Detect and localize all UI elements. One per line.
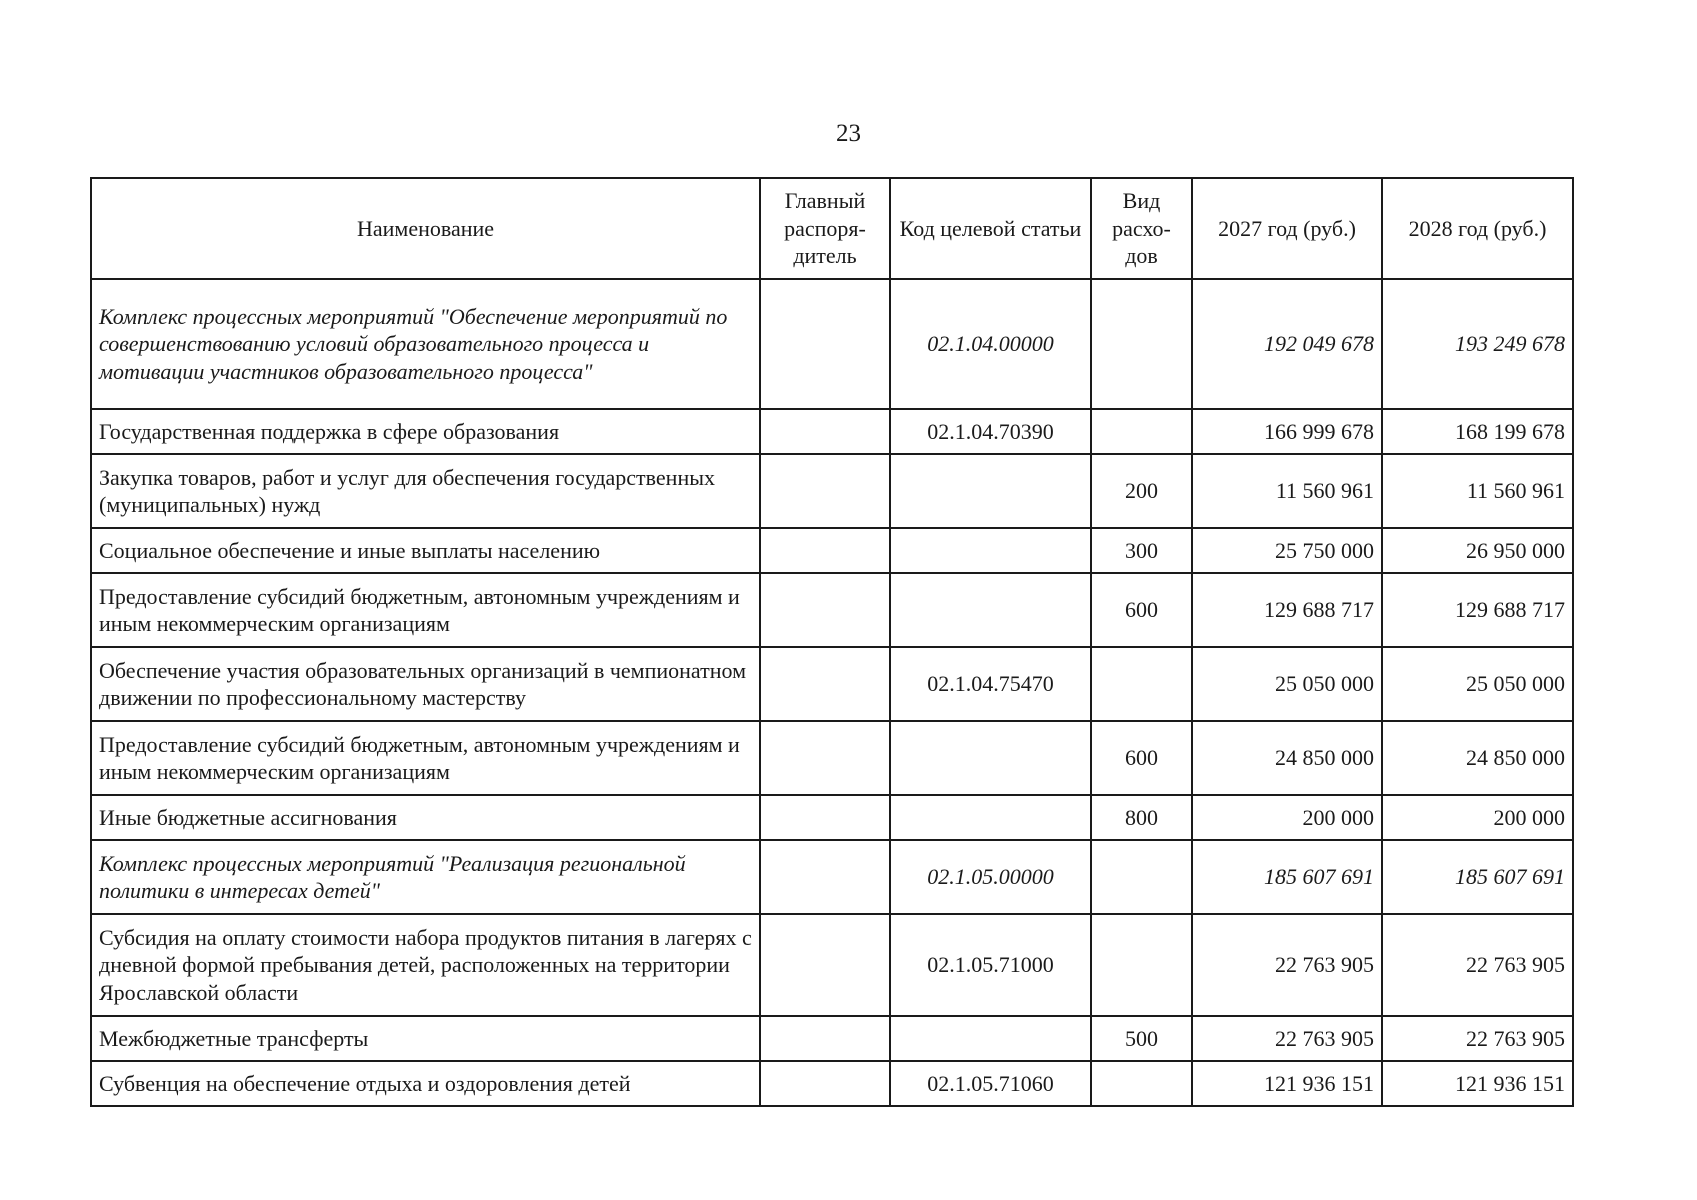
cell-2027: 129 688 717 xyxy=(1192,573,1382,647)
cell-code xyxy=(890,454,1091,528)
cell-code: 02.1.04.70390 xyxy=(890,409,1091,454)
cell-2027: 22 763 905 xyxy=(1192,914,1382,1016)
cell-2027: 22 763 905 xyxy=(1192,1016,1382,1061)
table-row xyxy=(91,454,1573,528)
header-code: Код целевой статьи xyxy=(890,178,1091,279)
cell-2028: 193 249 678 xyxy=(1382,279,1573,409)
cell-2027: 121 936 151 xyxy=(1192,1061,1382,1106)
table-header-row xyxy=(91,178,1573,279)
cell-2028: 121 936 151 xyxy=(1382,1061,1573,1106)
cell-2028: 22 763 905 xyxy=(1382,1016,1573,1061)
cell-name: Государственная поддержка в сфере образования xyxy=(91,409,760,454)
cell-kind xyxy=(1091,647,1192,721)
table-row xyxy=(91,914,1573,1016)
cell-2028: 11 560 961 xyxy=(1382,454,1573,528)
cell-kind: 600 xyxy=(1091,721,1192,795)
cell-manager xyxy=(760,573,890,647)
table-row xyxy=(91,721,1573,795)
cell-code: 02.1.05.71060 xyxy=(890,1061,1091,1106)
cell-2028: 129 688 717 xyxy=(1382,573,1573,647)
cell-name: Предоставление субсидий бюджетным, автономным учреждениям и иным некоммерческим организациям xyxy=(91,573,760,647)
cell-kind: 300 xyxy=(1091,528,1192,573)
cell-manager xyxy=(760,840,890,914)
header-2027: 2027 год (руб.) xyxy=(1192,178,1382,279)
header-2028: 2028 год (руб.) xyxy=(1382,178,1573,279)
cell-2028: 26 950 000 xyxy=(1382,528,1573,573)
table-row xyxy=(91,409,1573,454)
cell-kind xyxy=(1091,409,1192,454)
cell-2028: 168 199 678 xyxy=(1382,409,1573,454)
cell-code: 02.1.05.71000 xyxy=(890,914,1091,1016)
cell-name: Субвенция на обеспечение отдыха и оздоровления детей xyxy=(91,1061,760,1106)
cell-manager xyxy=(760,647,890,721)
table-row xyxy=(91,1016,1573,1061)
cell-code xyxy=(890,795,1091,840)
cell-2028: 22 763 905 xyxy=(1382,914,1573,1016)
cell-name: Иные бюджетные ассигнования xyxy=(91,795,760,840)
budget-table xyxy=(90,177,1574,1107)
cell-kind: 600 xyxy=(1091,573,1192,647)
cell-code: 02.1.04.00000 xyxy=(890,279,1091,409)
cell-kind: 500 xyxy=(1091,1016,1192,1061)
cell-2027: 192 049 678 xyxy=(1192,279,1382,409)
cell-name: Закупка товаров, работ и услуг для обеспечения государственных (муниципальных) нужд xyxy=(91,454,760,528)
table-row xyxy=(91,647,1573,721)
cell-kind xyxy=(1091,1061,1192,1106)
cell-2028: 24 850 000 xyxy=(1382,721,1573,795)
cell-manager xyxy=(760,528,890,573)
cell-manager xyxy=(760,279,890,409)
cell-2027: 25 750 000 xyxy=(1192,528,1382,573)
cell-code xyxy=(890,721,1091,795)
cell-name: Предоставление субсидий бюджетным, автономным учреждениям и иным некоммерческим организациям xyxy=(91,721,760,795)
cell-manager xyxy=(760,409,890,454)
cell-kind: 200 xyxy=(1091,454,1192,528)
cell-2028: 25 050 000 xyxy=(1382,647,1573,721)
cell-kind xyxy=(1091,840,1192,914)
table-row xyxy=(91,528,1573,573)
cell-name: Комплекс процессных мероприятий "Реализация региональной политики в интересах детей" xyxy=(91,840,760,914)
cell-manager xyxy=(760,1061,890,1106)
cell-2028: 185 607 691 xyxy=(1382,840,1573,914)
cell-manager xyxy=(760,795,890,840)
cell-manager xyxy=(760,721,890,795)
cell-kind xyxy=(1091,914,1192,1016)
page-number: 23 xyxy=(836,120,861,147)
cell-code xyxy=(890,1016,1091,1061)
cell-2027: 11 560 961 xyxy=(1192,454,1382,528)
cell-code: 02.1.04.75470 xyxy=(890,647,1091,721)
cell-name: Социальное обеспечение и иные выплаты населению xyxy=(91,528,760,573)
cell-name: Комплекс процессных мероприятий "Обеспечение мероприятий по совершенствованию условий образовательного процесса и мотивации участников образовательного процесса" xyxy=(91,279,760,409)
cell-2027: 166 999 678 xyxy=(1192,409,1382,454)
cell-name: Межбюджетные трансферты xyxy=(91,1016,760,1061)
header-manager: Главный распоря-дитель xyxy=(760,178,890,279)
cell-2028: 200 000 xyxy=(1382,795,1573,840)
cell-kind xyxy=(1091,279,1192,409)
cell-code xyxy=(890,528,1091,573)
cell-name: Субсидия на оплату стоимости набора продуктов питания в лагерях с дневной формой пребывания детей, расположенных на территории Ярославской области xyxy=(91,914,760,1016)
table-row xyxy=(91,573,1573,647)
cell-code: 02.1.05.00000 xyxy=(890,840,1091,914)
cell-2027: 24 850 000 xyxy=(1192,721,1382,795)
cell-name: Обеспечение участия образовательных организаций в чемпионатном движении по профессиональному мастерству xyxy=(91,647,760,721)
cell-2027: 200 000 xyxy=(1192,795,1382,840)
cell-manager xyxy=(760,1016,890,1061)
table-row xyxy=(91,279,1573,409)
table-row xyxy=(91,795,1573,840)
header-name: Наименование xyxy=(91,178,760,279)
cell-code xyxy=(890,573,1091,647)
cell-manager xyxy=(760,454,890,528)
cell-manager xyxy=(760,914,890,1016)
header-kind: Вид расхо-дов xyxy=(1091,178,1192,279)
cell-2027: 25 050 000 xyxy=(1192,647,1382,721)
table-body xyxy=(91,279,1573,1106)
table-row xyxy=(91,840,1573,914)
table-row xyxy=(91,1061,1573,1106)
cell-2027: 185 607 691 xyxy=(1192,840,1382,914)
cell-kind: 800 xyxy=(1091,795,1192,840)
